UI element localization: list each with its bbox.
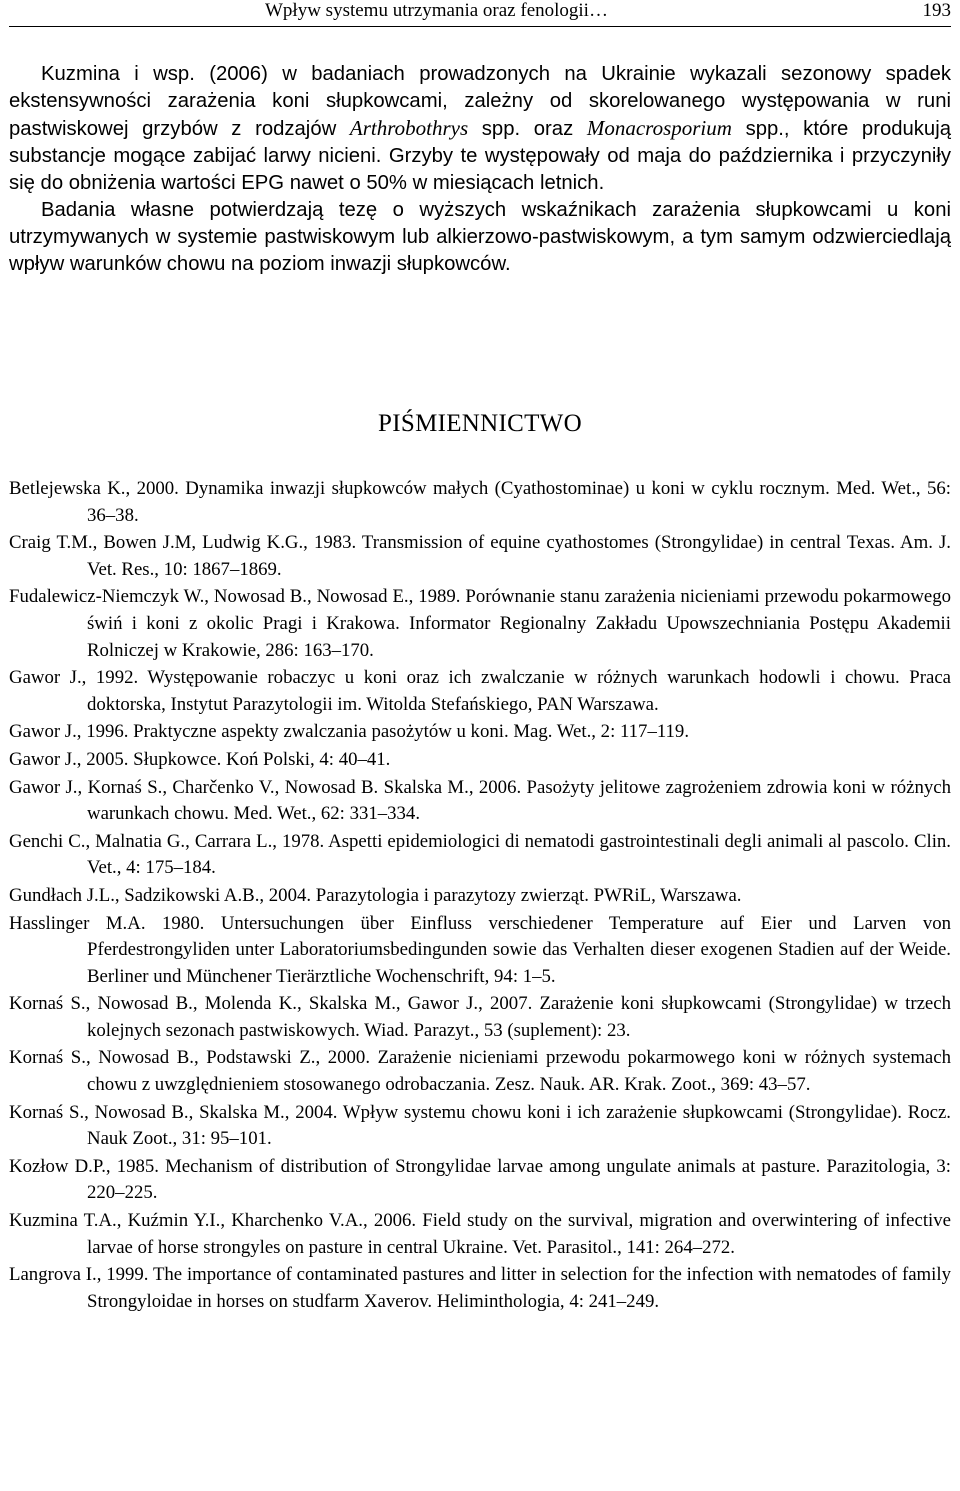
running-header — [9, 0, 951, 27]
reference-item: Betlejewska K., 2000. Dynamika inwazji słupkowców małych (Cyathostominae) u koni w cyklu rocznym. Med. Wet., 56: 36–38. — [9, 478, 951, 526]
reference-item: Craig T.M., Bowen J.M, Ludwig K.G., 1983. Transmission of equine cyathostomes (Strongylidae) in central Texas. Am. J. Vet. Res., 10: 1867–1869. — [9, 532, 951, 580]
reference-item: Gundłach J.L., Sadzikowski A.B., 2004. Parazytologia i parazytozy zwierząt. PWRiL, Warszawa. — [9, 884, 742, 906]
genus-arthrobothrys: Arthrobothrys — [349, 116, 469, 140]
paragraph-text: Kuzmina i wsp. (2006) w badaniach prowadzonych na Ukrainie wykazali sezonowy spadek ekstensywności zarażenia koni słupkowcami, zależny od skorelowanego występowania w runi pastwiskowej grzybów z rodzajów — [9, 63, 951, 140]
references-heading: PIŚMIENNICTWO — [378, 410, 582, 437]
genus-monacrosporium: Monacrosporium — [586, 116, 732, 140]
reference-item: Genchi C., Malnatia G., Carrara L., 1978. Aspetti epidemiologici di nematodi gastrointestinali degli animali al pascolo. Clin. Vet., 4: 175–184. — [9, 830, 951, 879]
running-header-title: Wpływ systemu utrzymania oraz fenologii… — [265, 0, 608, 21]
reference-item: Gawor J., 1996. Praktyczne aspekty zwalczania pasożytów u koni. Mag. Wet., 2: 117–119. — [9, 721, 690, 743]
reference-item: Kuzmina T.A., Kuźmin Y.I., Kharchenko V.A., 2006. Field study on the survival, migration and overwintering of infective larvae of horse strongyles on pasture in central Ukraine. Vet. Parasitol., 141: 264–272. — [9, 1210, 951, 1258]
paragraph-text: spp., które produkują substancje mogące zabijać larwy nicieni. Grzyby te występowały od maja do października i przyczyniły się do obniżenia wartości EPG nawet o 50% w miesiącach letnich. — [9, 118, 951, 194]
reference-item: Kornaś S., Nowosad B., Podstawski Z., 2000. Zarażenie nicieniami przewodu pokarmowego koni w różnych systemach chowu z uwzględnieniem stosowanego odrobaczania. Zesz. Nauk. AR. Krak. Zoot., 369: 43–57. — [9, 1047, 951, 1096]
reference-item: Kornaś S., Nowosad B., Skalska M., 2004. Wpływ systemu chowu koni i ich zarażenie słupkowcami (Strongylidae). Rocz. Nauk Zoot., 31: 95–101. — [9, 1101, 951, 1150]
paragraph-own-research: Badania własne potwierdzają tezę o wyższych wskaźnikach zarażenia słupkowcami u koni utrzymywanych w systemie pastwiskowym lub alkierzowo-pastwiskowym, a tym samym odzwierciedlają wpływ warunków chowu na poziom inwazji słupkowców. — [9, 199, 951, 275]
reference-item: Kornaś S., Nowosad B., Molenda K., Skalska M., Gawor J., 2007. Zarażenie koni słupkowcami (Strongylidae) w trzech kolejnych sezonach pastwiskowych. Wiad. Parazyt., 53 (suplement): 23. — [9, 993, 951, 1041]
reference-item: Langrova I., 1999. The importance of contaminated pastures and litter in selection for the infection with nematodes of family Strongyloidae in horses on studfarm Xaverov. Heliminthologia, 4: 241–249. — [9, 1264, 951, 1312]
reference-item: Hasslinger M.A. 1980. Untersuchungen über Einfluss verschiedener Temperature auf Eier und Larven von Pferdestrongyliden unter Laboratoriumsbedingunden sowie das Verhalten dieser exogenen Stadien auf der Weide. Berliner und Münchener Tierärztliche Wochenschrift, 94: 1–5. — [9, 912, 951, 987]
paragraph-text: spp. oraz — [468, 118, 587, 140]
reference-item: Gawor J., 2005. Słupkowce. Koń Polski, 4: 40–41. — [9, 748, 391, 770]
reference-item: Gawor J., Kornaś S., Charčenko V., Nowosad B. Skalska M., 2006. Pasożyty jelitowe zagrożeniem zdrowia koni w różnych warunkach chowu. Med. Wet., 62: 331–334. — [9, 776, 951, 825]
reference-item: Kozłow D.P., 1985. Mechanism of distribution of Strongylidae larvae among ungulate animals at pasture. Parazitologia, 3: 220–225. — [9, 1155, 951, 1204]
body-text — [9, 61, 951, 278]
reference-item: Fudalewicz-Niemczyk W., Nowosad B., Nowosad E., 1989. Porównanie stanu zarażenia nicieniami przewodu pokarmowego świń i koni z okolic Pragi i Krakowa. Informator Regionalny Zakładu Upowszechniania Postępu Akademii Rolniczej w Krakowie, 286: 163–170. — [9, 586, 951, 661]
paragraph-kuzmina — [9, 61, 951, 197]
reference-item: Gawor J., 1992. Występowanie robaczyc u koni oraz ich zwalczanie w różnych warunkach hodowli i chowu. Praca doktorska, Instytut Parazytologii im. Witolda Stefańskiego, PAN Warszawa. — [9, 667, 951, 715]
reference-list — [9, 476, 951, 1316]
page-number: 193 — [922, 0, 951, 21]
